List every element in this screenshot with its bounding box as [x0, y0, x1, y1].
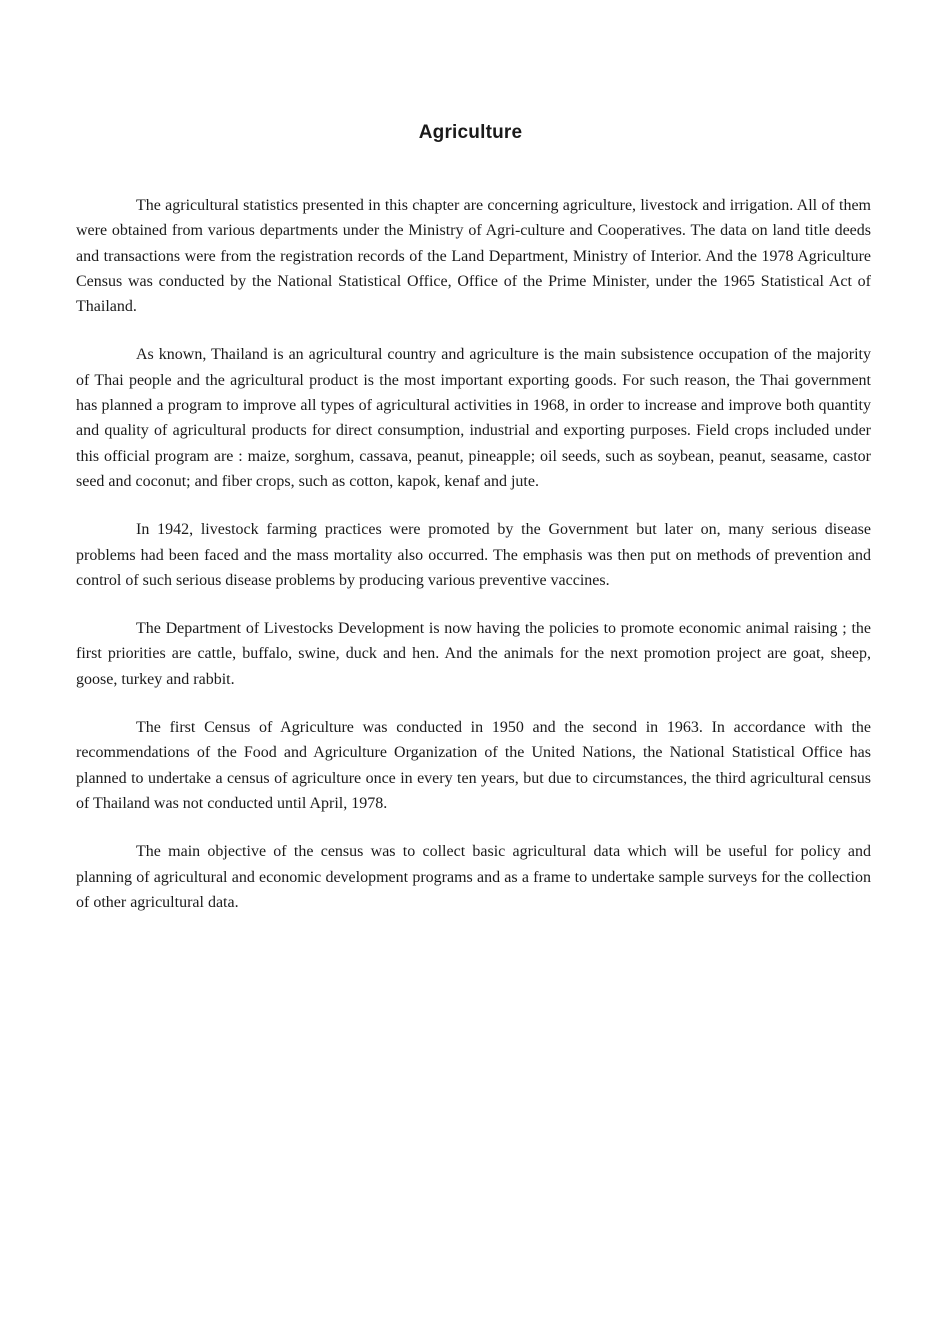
paragraph-livestock-policy: The Department of Livestocks Development is now having the policies to promote economic animal raising ; the first priorities are cattle, buffalo, swine, duck and hen. And the animals for the next promotion project are goat, sheep, goose, turkey and rabbit.	[76, 620, 871, 688]
paragraph-livestock-history: In 1942, livestock farming practices were promoted by the Government but later on, many serious disease problems had been faced and the mass mortality also occurred. The emphasis was then put on methods of prevention and control of such serious disease problems by producing various preventive vaccines.	[76, 521, 871, 589]
paragraph-census-history: The first Census of Agriculture was conducted in 1950 and the second in 1963. In accordance with the recommendations of the Food and Agriculture Organization of the United Nations, the National Statistical Office has planned to undertake a census of agriculture once in every ten years, but due to circumstances, the third agricultural census of Thailand was not conducted until April, 1978.	[76, 719, 871, 812]
document-body	[76, 193, 871, 938]
paragraph-agricultural-program: As known, Thailand is an agricultural country and agriculture is the main subsistence occupation of the majority of Thai people and the agricultural product is the most important exporting goods. For such reason, the Thai government has planned a program to improve all types of agricultural activities in 1968, in order to increase and improve both quantity and quality of agricultural products for direct consumption, industrial and exporting purposes. Field crops included under this official program are : maize, sorghum, cassava, peanut, pineapple; oil seeds, such as soybean, peanut, seasame, castor seed and coconut; and fiber crops, such as cotton, kapok, kenaf and jute.	[76, 346, 871, 490]
paragraph-intro: The agricultural statistics presented in this chapter are concerning agriculture, livestock and irrigation. All of them were obtained from various departments under the Ministry of Agri-culture and Cooperatives. The data on land title deeds and transactions were from the registration records of the Land Department, Ministry of Interior. And the 1978 Agriculture Census was conducted by the National Statistical Office, Office of the Prime Minister, under the 1965 Statistical Act of Thailand.	[76, 197, 871, 316]
page-title: Agriculture	[418, 122, 523, 143]
paragraph-census-objective: The main objective of the census was to collect basic agricultural data which will be useful for policy and planning of agricultural and economic development programs and as a frame to undertake sample surveys for the collection of other agricultural data.	[76, 843, 871, 911]
